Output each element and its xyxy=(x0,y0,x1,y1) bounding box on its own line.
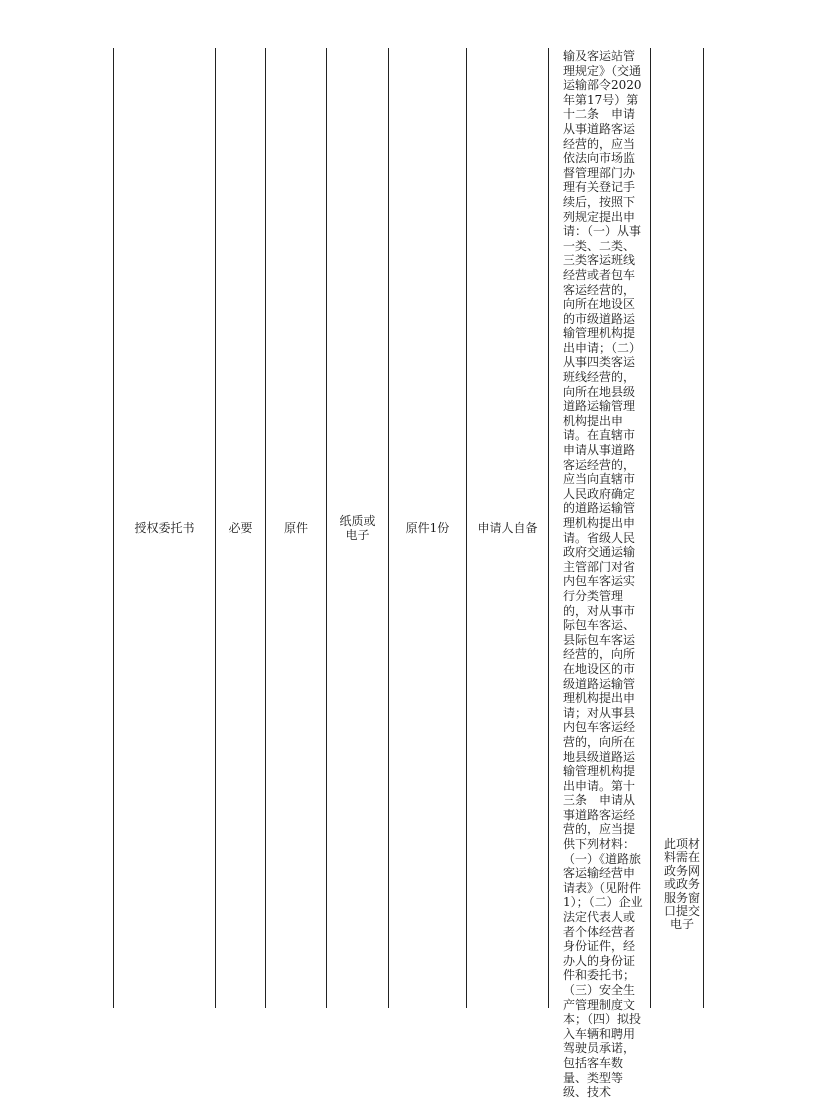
table-divider xyxy=(548,48,549,1008)
required-flag: 必要 xyxy=(228,521,253,535)
material-quantity: 原件1份 xyxy=(405,521,450,535)
quantity-cell xyxy=(389,48,466,1008)
material-type-cell xyxy=(266,48,326,1008)
material-name-cell xyxy=(114,48,215,1008)
material-form-cell xyxy=(327,48,388,1008)
material-form: 纸质或电子 xyxy=(339,514,376,542)
source-cell xyxy=(467,48,548,1008)
material-source: 申请人自备 xyxy=(477,521,538,535)
required-cell xyxy=(216,48,265,1008)
material-type: 原件 xyxy=(283,521,308,535)
legal-basis-text: 输及客运站管理规定》（交通运输部令2020年第17号）第十二条 申请从事道路客运经营的，应当依法向市场监督管理部门办理有关登记手续后，按照下列规定提出申请：（一）从事一类、二类、三类客运班线经营或者包车客运经营的，向所在地设区的市级道路运输管理机构提出申请；（二）从事四类客运班线经营的，向所在地县级道路运输管理机构提出申请。在直辖市申请从事道路客运经营的，应当向直辖市人民政府确定的道路运输管理机构提出申请。省级人民政府交通运输主管部门对省内包车客运实行分类管理的，对从事市际包车客运、县际包车客运经营的，向所在地设区的市级道路运输管理机构提出申请；对从事县内包车客运经营的，向所在地县级道路运输管理机构提出申请。第十三条 申请从事道路客运经营的，应当提供下列材料：（一）《道路旅客运输经营申请表》（见附件1）；（二）企业法定代表人或者个体经营者身份证件，经办人的身份证件和委托书；（三）安全生产管理制度文本；（四）拟投入车辆和聘用驾驶员承诺，包括客车数量、类型等级、技术 xyxy=(563,49,643,1100)
table-divider xyxy=(650,48,651,1008)
material-name: 授权委托书 xyxy=(134,521,195,535)
remark-text: 此项材料需在政务网或政务服务窗口提交电子 xyxy=(664,837,701,932)
table-border-right xyxy=(703,48,704,1008)
